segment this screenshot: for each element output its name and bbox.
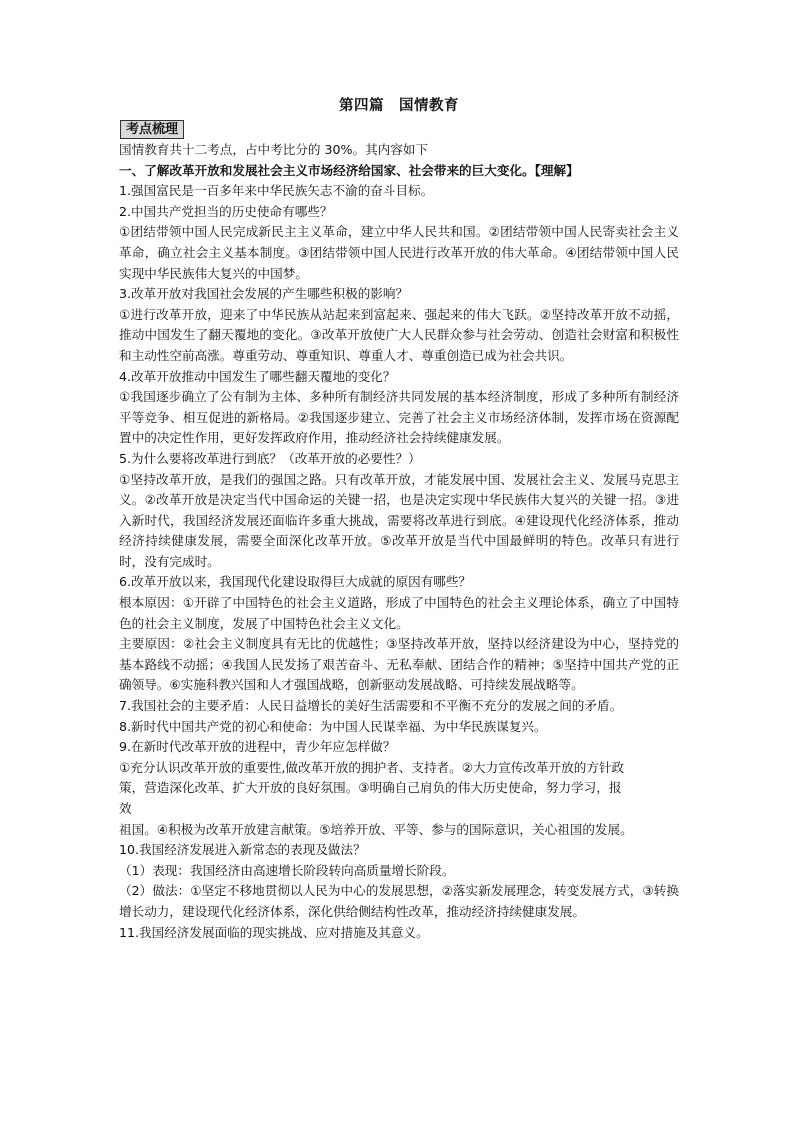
question-5: 5.为什么要将改革进行到底？（改革开放的必要性？） <box>119 450 421 466</box>
question-8: 8.新时代中国共产党的初心和使命：为中国人民谋幸福、为中华民族谋复兴。 <box>119 718 547 734</box>
answer-3: ①进行改革开放，迎来了中华民族从站起来到富起来、强起来的伟大飞跃。②坚持改革开放不动摇，推动中国发生了翻天覆地的变化。③改革开放使广大人民群众参与社会劳动、创造社会财富和积极性和主动性空前高涨。尊重劳动、尊重知识、尊重人才、尊重创造已成为社会共识。 <box>119 306 679 363</box>
page-title: 第四篇 国情教育 <box>339 98 459 114</box>
question-1: 1.强国富民是一百多年来中华民族矢志不渝的奋斗目标。 <box>119 183 434 199</box>
answer-9-line-1: ①充分认识改革开放的重要性,做改革开放的拥护者、支持者。②大力宣传改革开放的方针政 <box>119 759 625 775</box>
answer-2: ①团结带领中国人民完成新民主主义革命，建立中华人民共和国。②团结带领中国人民寄卖社会主义革命，确立社会主义基本制度。③团结带领中国人民进行改革开放的伟大革命。④团结带领中国人民实现中华民族伟大复兴的中国梦。 <box>119 224 679 281</box>
question-2: 2.中国共产党担当的历史使命有哪些？ <box>119 203 333 219</box>
answer-9-line-3: 效 <box>119 801 132 816</box>
section-heading: 一、了解改革开放和发展社会主义市场经济给国家、社会带来的巨大变化。【理解】 <box>119 162 579 178</box>
question-11: 11.我国经济发展面临的现实挑战、应对措施及其意义。 <box>119 924 429 940</box>
question-3: 3.改革开放对我国社会发展的产生哪些积极的影响？ <box>119 286 409 302</box>
question-6: 6.改革开放以来，我国现代化建设取得巨大成就的原因有哪些？ <box>119 574 472 590</box>
answer-6-root-cause: 根本原因：①开辟了中国特色的社会主义道路，形成了中国特色的社会主义理论体系，确立了中国特色的社会主义制度，发展了中国特色社会主义文化。 <box>119 595 679 631</box>
document-page <box>119 96 679 943</box>
answer-9-line-2: 策，营造深化改革、扩大开放的良好氛围。③明确自己肩负的伟大历史使命，努力学习，报 <box>119 780 622 796</box>
section-tag: 考点梳理 <box>120 120 184 139</box>
question-7: 7.我国社会的主要矛盾：人民日益增长的美好生活需要和不平衡不充分的发展之间的矛盾。 <box>119 698 623 714</box>
answer-5: ①坚持改革开放，是我们的强国之路。只有改革开放，才能发展中国、发展社会主义、发展马克思主义。②改革开放是决定当代中国命运的关键一招，也是决定实现中华民族伟大复兴的关键一招。③进入新时代，我国经济发展还面临许多重大挑战，需要将改革进行到底。④建设现代化经济体系，推动经济持续健康发展，需要全面深化改革开放。⑤改革开放是当代中国最鲜明的特色。改革只有进行时，没有完成时。 <box>119 471 679 569</box>
question-9: 9.在新时代改革开放的进程中，青少年应怎样做？ <box>119 739 396 755</box>
answer-6-main-cause: 主要原因：②社会主义制度具有无比的优越性；③坚持改革开放，坚持以经济建设为中心，坚持党的基本路线不动摇；④我国人民发扬了艰苦奋斗、无私奉献、团结合作的精神；⑤坚持中国共产党的正确领导。⑥实施科教兴国和人才强国战略，创新驱动发展战略、可持续发展战略等。 <box>119 636 679 693</box>
answer-10-approach: （2）做法：①坚定不移地贯彻以人民为中心的发展思想，②落实新发展理念，转变发展方式，③转换增长动力，建设现代化经济体系，深化供给侧结构性改革，推动经济持续健康发展。 <box>119 883 679 919</box>
answer-4: ①我国逐步确立了公有制为主体、多种所有制经济共同发展的基本经济制度，形成了多种所有制经济平等竞争、相互促进的新格局。②我国逐步建立、完善了社会主义市场经济体制，发挥市场在资源配置中的决定性作用，更好发挥政府作用，推动经济社会持续健康发展。 <box>119 389 679 446</box>
question-10: 10.我国经济发展进入新常态的表现及做法？ <box>119 842 366 858</box>
answer-10-performance: （1）表现：我国经济由高速增长阶段转向高质量增长阶段。 <box>119 862 455 878</box>
intro-text: 国情教育共十二考点，占中考比分的 30%。其内容如下 <box>119 142 429 157</box>
answer-9-line-4: 祖国。④积极为改革开放建言献策。⑤培养开放、平等、参与的国际意识，关心祖国的发展。 <box>119 821 633 837</box>
question-4: 4.改革开放推动中国发生了哪些翻天覆地的变化？ <box>119 368 396 384</box>
